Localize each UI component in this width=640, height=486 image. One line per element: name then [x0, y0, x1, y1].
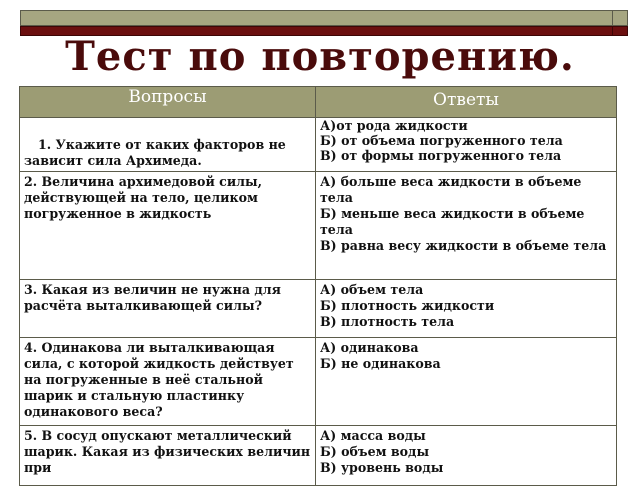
answer-option: Б) меньше веса жидкости в объеме тела	[320, 206, 585, 237]
answer-option: Б) плотность жидкости	[320, 298, 495, 313]
answer-option: В) уровень воды	[320, 460, 444, 475]
answer-option: А) объем тела	[320, 282, 424, 297]
answer-option: В) равна весу жидкости в объеме тела	[320, 238, 607, 253]
question-line: зависит сила Архимеда.	[24, 153, 202, 168]
question-line: 1. Укажите от каких факторов не	[38, 137, 286, 152]
question-text: 5. В сосуд опускают металлический шарик. Какая из физических величин при	[24, 428, 311, 475]
answer-option: А) одинакова	[320, 340, 419, 355]
question-cell	[20, 426, 316, 486]
table-row	[20, 338, 617, 426]
answer-option: Б) не одинакова	[320, 356, 441, 371]
answer-option: Б) объем воды	[320, 444, 430, 459]
table-row	[20, 426, 617, 486]
header-answers-label: Ответы	[433, 90, 499, 110]
question-text: 4. Одинакова ли выталкивающая сила, с которой жидкость действует на погруженные в неё стальной шарик и стальную пластинку одинакового веса?	[24, 340, 294, 419]
answer-option: В) плотность тела	[320, 314, 455, 329]
question-text: 3. Какая из величин не нужна для расчёта выталкивающей силы?	[24, 282, 281, 313]
table-row	[20, 172, 617, 280]
header-questions: Вопросы	[20, 87, 316, 118]
table-header-row	[20, 87, 617, 118]
question-cell	[20, 280, 316, 338]
questions-table	[19, 86, 617, 486]
answer-cell	[316, 426, 617, 486]
answer-cell	[316, 280, 617, 338]
table-row	[20, 280, 617, 338]
question-text: 2. Величина архимедовой силы, действующей на тело, целиком погруженное в жидкость	[24, 174, 263, 221]
table-row	[20, 118, 617, 172]
answer-option: А) масса воды	[320, 428, 426, 443]
top-decor-bar	[20, 10, 614, 26]
header-answers	[316, 87, 617, 118]
top-decor-square	[612, 10, 628, 26]
slide-title: Тест по повторению.	[65, 33, 575, 80]
question-cell	[20, 118, 316, 172]
answer-option: Б) от объема погруженного тела	[320, 133, 563, 148]
answer-option: А)от рода жидкости	[320, 118, 468, 133]
answer-cell	[316, 338, 617, 426]
question-cell	[20, 338, 316, 426]
answer-option: А) больше веса жидкости в объеме тела	[320, 174, 582, 205]
answer-cell	[316, 172, 617, 280]
answer-cell	[316, 118, 617, 172]
question-cell	[20, 172, 316, 280]
answer-option: В) от формы погруженного тела	[320, 148, 562, 163]
